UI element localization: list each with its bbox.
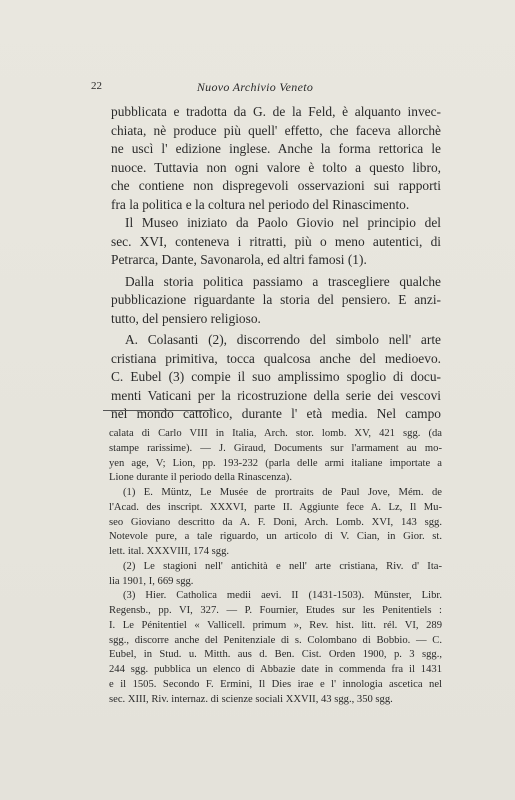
footnote-line: 244 sgg. pubblica un elenco di Abbazie date in commenda fra il 1431 bbox=[109, 664, 442, 675]
footnote-line: yen age, V; Lion, pp. 193-232 (parla delle armi italiane importate a bbox=[109, 457, 442, 469]
page-number: 22 bbox=[91, 80, 102, 92]
footnote-line: stampe rarissime). — J. Giraud, Documents sur l'armament au mo- bbox=[109, 442, 442, 454]
footnote-line: Lione durante il periodo della Rinascenza). bbox=[109, 472, 292, 484]
text-line: pubblicazione riguardante la storia del pensiero. E anzi- bbox=[111, 292, 441, 307]
footnote-line: e il 1505. Secondo F. Ermini, Il Dies irae e l' innologia ascetica nel bbox=[109, 678, 442, 690]
main-text bbox=[111, 103, 441, 424]
footnote-line: l'Acad. des inscript. XXXVI, parte II. Aggiunte fece A. Lz, Il Mu- bbox=[109, 501, 442, 513]
text-line: cristiana primitiva, tocca qualcosa anche del medioevo. bbox=[111, 350, 441, 366]
text-line: Dalla storia politica passiamo a trascegliere qualche bbox=[125, 273, 441, 289]
running-header bbox=[91, 80, 419, 96]
footnote-line: (1) E. Müntz, Le Musée de prortraits de Paul Jove, Mém. de bbox=[123, 487, 442, 498]
text-line: chiata, nè produce più quell' effetto, che faceva allorchè bbox=[111, 122, 441, 138]
footnote-line: Regensb., pp. VI, 327. — P. Fournier, Etudes sur les Penitentiels : bbox=[109, 605, 442, 616]
running-title: Nuovo Archivio Veneto bbox=[196, 80, 314, 94]
footnote-line: lett. ital. XXXVIII, 174 sgg. bbox=[109, 546, 230, 557]
text-line: A. Colasanti (2), discorrendo del simbolo nell' arte bbox=[125, 332, 441, 347]
footnote-line: sec. XIII, Riv. internaz. di scienze sociali XXVII, 43 sgg., 350 sgg. bbox=[109, 693, 393, 705]
text-line: nel mondo cattolico, durante l' età media. Nel campo bbox=[111, 406, 441, 421]
text-line: C. Eubel (3) compie il suo amplissimo spoglio di docu- bbox=[111, 369, 441, 384]
footnote-line: (2) Le stagioni nell' antichità e nell' arte cristiana, Riv. d' Ita- bbox=[123, 560, 442, 572]
text-line: Petrarca, Dante, Savonarola, ed altri famosi (1). bbox=[111, 252, 367, 267]
footnote-line: Notevole pure, a tale riguardo, un articolo di V. Cian, in Gior. st. bbox=[109, 531, 442, 543]
footnote-line: Eubel, in Stud. u. Mitth. aus d. Ben. Cist. Orden 1900, p. 3 sgg., bbox=[109, 649, 442, 661]
text-line: tutto, del pensiero religioso. bbox=[111, 310, 261, 326]
text-line: menti Vaticani per la ricostruzione della serie dei vescovi bbox=[111, 387, 441, 403]
text-line: pubblicata e tradotta da G. de la Feld, è alquanto invec- bbox=[111, 104, 441, 119]
footnote-line: I. Le Pénitentiel « Vallicell. primum », Rev. hist. litt. rél. VI, 289 bbox=[109, 619, 442, 631]
text-line: fra la politica e la coltura nel periodo del Rinascimento. bbox=[111, 196, 410, 212]
footnotes bbox=[109, 427, 442, 707]
text-line: ne uscì l' edizione inglese. Anche la forma rettorica le bbox=[111, 141, 441, 156]
text-line: che contiene non dispregevoli osservazioni sui rapporti bbox=[111, 178, 441, 193]
text-line: Il Museo iniziato da Paolo Giovio nel principio del bbox=[125, 215, 441, 230]
footnote-separator bbox=[103, 410, 213, 411]
footnote-line: calata di Carlo VIII in Italia, Arch. stor. lomb. XV, 421 sgg. (da bbox=[109, 428, 442, 439]
text-line: nuoce. Tuttavia non ogni valore è tolto a questo libro, bbox=[111, 159, 441, 175]
footnote-line: lia 1901, I, 669 sgg. bbox=[109, 575, 194, 587]
footnote-line: (3) Hier. Catholica medii aevi. II (1431-1503). Münster, Libr. bbox=[123, 590, 442, 602]
footnote-line: seo Gioviano descritto da A. F. Doni, Arch. Lomb. XVI, 143 sgg. bbox=[109, 516, 442, 528]
footnote-line: sgg., discorre anche del Penitenziale di s. Colombano di Bobbio. — C. bbox=[109, 634, 442, 646]
text-line: sec. XVI, conteneva i ritratti, più o meno autentici, di bbox=[111, 233, 441, 249]
